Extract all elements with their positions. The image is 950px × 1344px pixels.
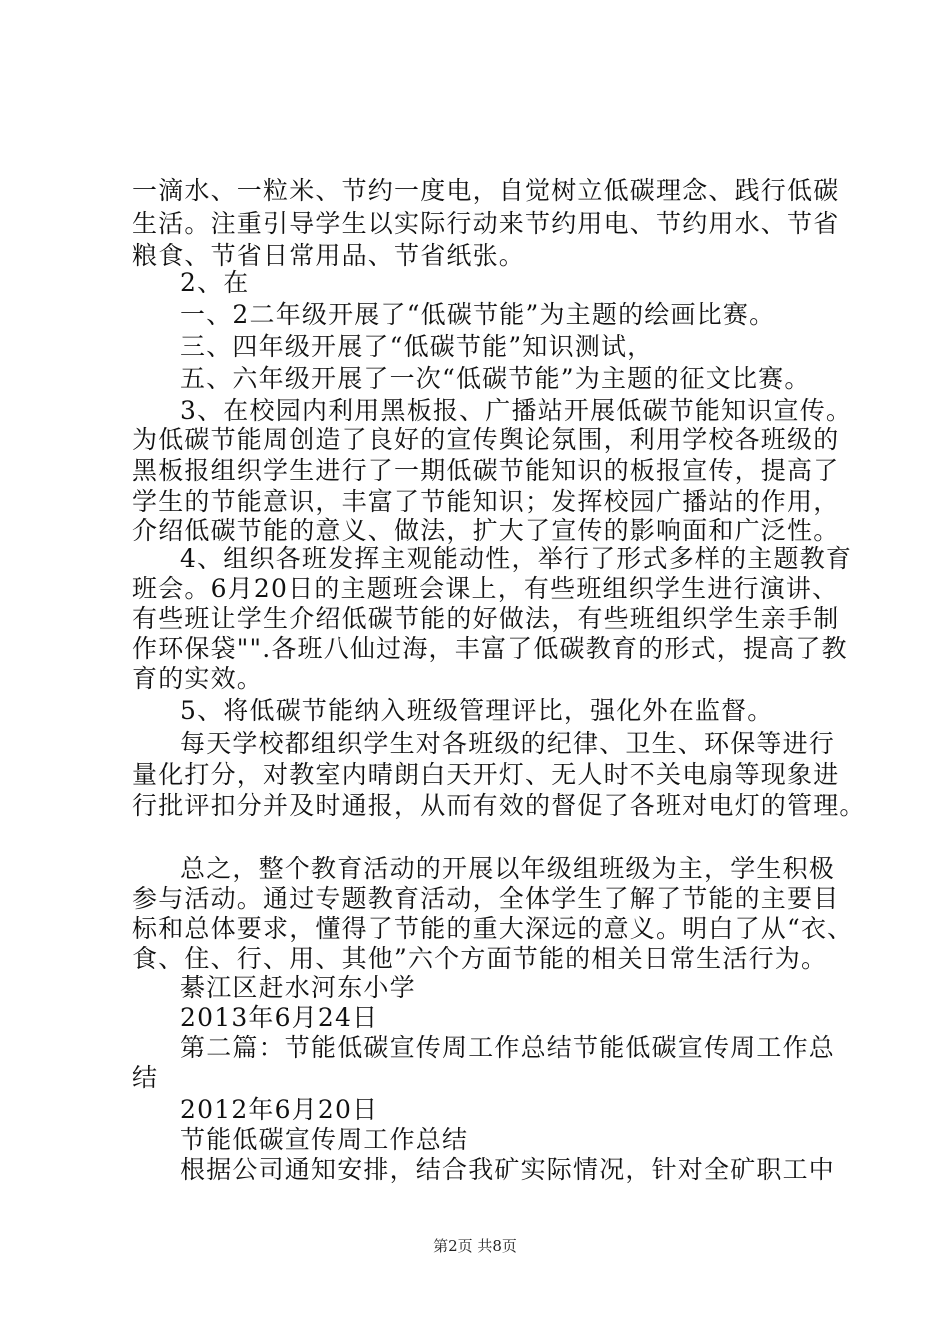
paragraph-line: 黑板报组织学生进行了一期低碳节能知识的板报宣传，提高了 [132,456,840,485]
paragraph-line: 介绍低碳节能的意义、做法，扩大了宣传的影响面和广泛性。 [132,516,840,545]
section-heading: 2、在 [180,268,250,297]
paragraph-line: 学生的节能意识，丰富了节能知识；发挥校园广播站的作用， [132,487,840,516]
paragraph-line: 生活。注重引导学生以实际行动来节约用电、节约用水、节省 [132,209,840,238]
paragraph-line: 标和总体要求，懂得了节能的重大深远的意义。明白了从“衣、 [132,914,854,943]
paragraph-line: 量化打分，对教室内晴朗白天开灯、无人时不关电扇等现象进 [132,760,840,789]
document-date: 2012年6月20日 [180,1095,379,1124]
paragraph-line: 根据公司通知安排，结合我矿实际情况，针对全矿职工中 [180,1155,836,1184]
paragraph-line: 班会。6月20日的主题班会课上，有些班组织学生进行演讲、 [132,574,839,603]
paragraph-line: 三、四年级开展了“低碳节能”知识测试， [180,332,654,361]
paragraph-line: 五、六年级开展了一次“低碳节能”为主题的征文比赛。 [180,364,811,393]
signature-date: 2013年6月24日 [180,1003,379,1032]
section-title: 第二篇：节能低碳宣传周工作总结节能低碳宣传周工作总 [180,1033,836,1062]
page-number: 第2页 共8页 [433,1237,517,1255]
paragraph-line: 一、2二年级开展了“低碳节能”为主题的绘画比赛。 [180,300,776,329]
paragraph-line: 食、住、行、用、其他”六个方面节能的相关日常生活行为。 [132,944,828,973]
paragraph-line: 有些班让学生介绍低碳节能的好做法，有些班组织学生亲手制 [132,604,840,633]
paragraph-line: 总之，整个教育活动的开展以年级组班级为主，学生积极 [180,854,836,883]
section-title-continuation: 结 [132,1063,159,1092]
paragraph-line: 为低碳节能周创造了良好的宣传舆论氛围，利用学校各班级的 [132,425,840,454]
paragraph-line: 行批评扣分并及时通报，从而有效的督促了各班对电灯的管理。 [132,791,866,820]
paragraph-line: 参与活动。通过专题教育活动，全体学生了解了节能的主要目 [132,884,840,913]
paragraph-line: 一滴水、一粒米、节约一度电，自觉树立低碳理念、践行低碳 [132,176,840,205]
document-title: 节能低碳宣传周工作总结 [180,1125,469,1154]
paragraph-line: 作环保袋"".各班八仙过海，丰富了低碳教育的形式，提高了教 [132,634,848,663]
signature-organization: 綦江区赶水河东小学 [180,973,416,1002]
paragraph-line: 粮食、节省日常用品、节省纸张。 [132,241,526,270]
paragraph-line: 育的实效。 [132,664,264,693]
paragraph-line: 4、组织各班发挥主观能动性，举行了形式多样的主题教育 [180,544,853,573]
paragraph-line: 每天学校都组织学生对各班级的纪律、卫生、环保等进行 [180,729,836,758]
paragraph-line: 3、在校园内利用黑板报、广播站开展低碳节能知识宣传。 [180,396,853,425]
paragraph-line: 5、将低碳节能纳入班级管理评比，强化外在监督。 [180,696,774,725]
